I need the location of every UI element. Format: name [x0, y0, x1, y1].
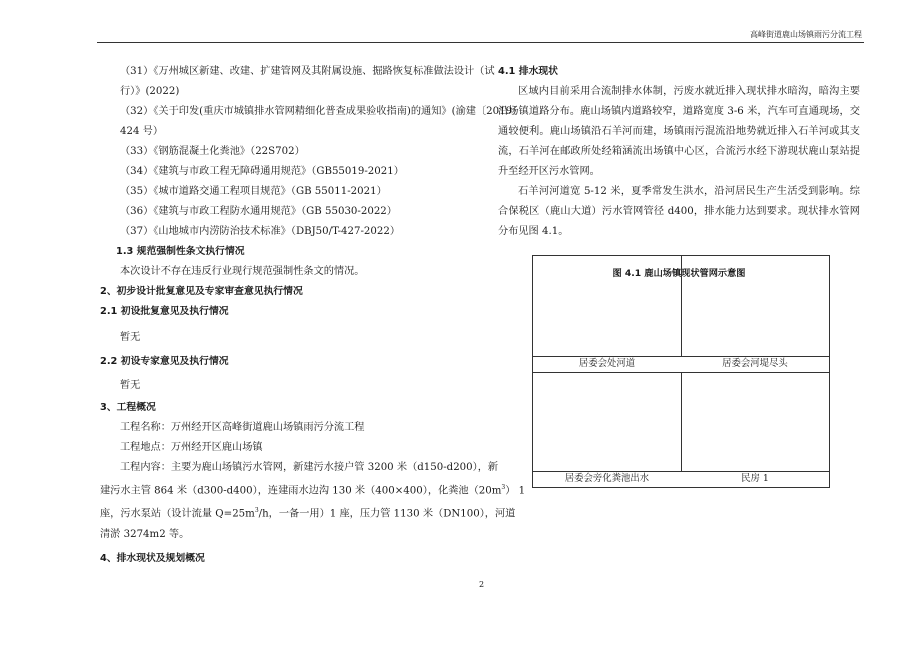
photo-label: 居委会河堤尽头	[681, 356, 829, 372]
photo-cell	[533, 256, 681, 372]
figure-caption: 图 4.1 鹿山场镇现状管网示意图	[612, 268, 746, 279]
paragraph: 石羊河河道宽 5-12 米，夏季常发生洪水，沿河居民生产生活受到影响。综合保税区（鹿山大道）污水管网管径 d400，排水能力达到要求。现状排水管网分布见图 4.1。	[498, 186, 860, 237]
paragraph: 本次设计不存在违反行业现行规范强制性条文的情况。	[120, 266, 365, 277]
ref-item: （37）《山地城市内涝防治技术标准》（DBJ50/T-427-2022）	[120, 226, 401, 237]
photo-grid	[532, 255, 830, 488]
project-location: 工程地点：万州经开区鹿山场镇	[120, 442, 263, 453]
project-name: 工程名称：万州经开区高峰街道鹿山场镇雨污分流工程	[120, 422, 365, 433]
photo-label: 居委会处河道	[533, 356, 681, 372]
ref-item: （31）《万州城区新建、改建、扩建管网及其附属设施、掘路恢复标准做法设计（试	[120, 66, 495, 77]
header-divider	[97, 42, 864, 43]
paragraph: 暂无	[120, 380, 141, 391]
ref-item: （35）《城市道路交通工程项目规范》（GB 55011-2021）	[120, 186, 387, 197]
photo-cell	[681, 256, 829, 372]
page-number: 2	[479, 580, 485, 589]
section-heading-4: 4、排水现状及规划概况	[100, 552, 205, 564]
paragraph: 暂无	[120, 332, 141, 343]
ref-item: 424 号）	[120, 126, 164, 137]
ref-item: 行）》(2022)	[120, 86, 180, 97]
ref-item: （36）《建筑与市政工程防水通用规范》（GB 55030-2022）	[120, 206, 397, 217]
photo-label: 民房 1	[681, 471, 829, 487]
project-content: 建污水主管 864 米（d300-d400），连建雨水边沟 130 米（400×400），化粪池$(20m^3)$ 1	[100, 484, 526, 497]
project-content: 工程内容：主要为鹿山场镇污水管网，新建污水接户管 3200 米（d150-d200），新	[120, 462, 499, 473]
photo-label: 居委会旁化粪池出水	[533, 471, 681, 487]
section-heading-2-1: 2.1 初设批复意见及执行情况	[100, 306, 229, 317]
section-heading-2: 2、初步设计批复意见及专家审查意见执行情况	[100, 286, 303, 297]
project-content: 座，污水泵站（设计流量 $Q=25m^3/h$，一备一用）1 座，压力管 1130 米（DN100），河道	[100, 507, 516, 520]
left-column	[100, 62, 526, 569]
project-content: 清淤 3274m2 等。	[100, 528, 190, 540]
photo-cell	[533, 372, 681, 487]
document-header-title: 高峰街道鹿山场镇雨污分流工程	[750, 30, 862, 39]
photo-cell	[681, 372, 829, 487]
section-heading-4-1: 4.1 排水现状	[498, 66, 558, 77]
ref-item: （32）《关于印发(重庆市城镇排水管网精细化普查成果验收指南)的通知》(渝建〔2019〕	[120, 106, 523, 117]
section-heading-1-3: 1.3 规范强制性条文执行情况	[116, 246, 245, 257]
ref-item: （34）《建筑与市政工程无障碍通用规范》（GB55019-2021）	[120, 166, 404, 177]
paragraph: 区域内目前采用合流制排水体制，污废水就近排入现状排水暗沟，暗沟主要沿场镇道路分布。鹿山场镇内道路较窄，道路宽度 3-6 米，汽车可直通现场，交通较便利。鹿山场镇沿石羊河而建，场镇雨污混流沿地势就近排入石羊河或其支流，石羊河在邮政所处经箱涵流出场镇中心区，合流污水经下游现状鹿山泵站提升至经开区污水管网。	[498, 86, 860, 177]
ref-item: （33）《钢筋混凝土化粪池》（22S702）	[120, 146, 305, 157]
section-heading-2-2: 2.2 初设专家意见及执行情况	[100, 356, 229, 367]
section-heading-3: 3、工程概况	[100, 402, 156, 413]
